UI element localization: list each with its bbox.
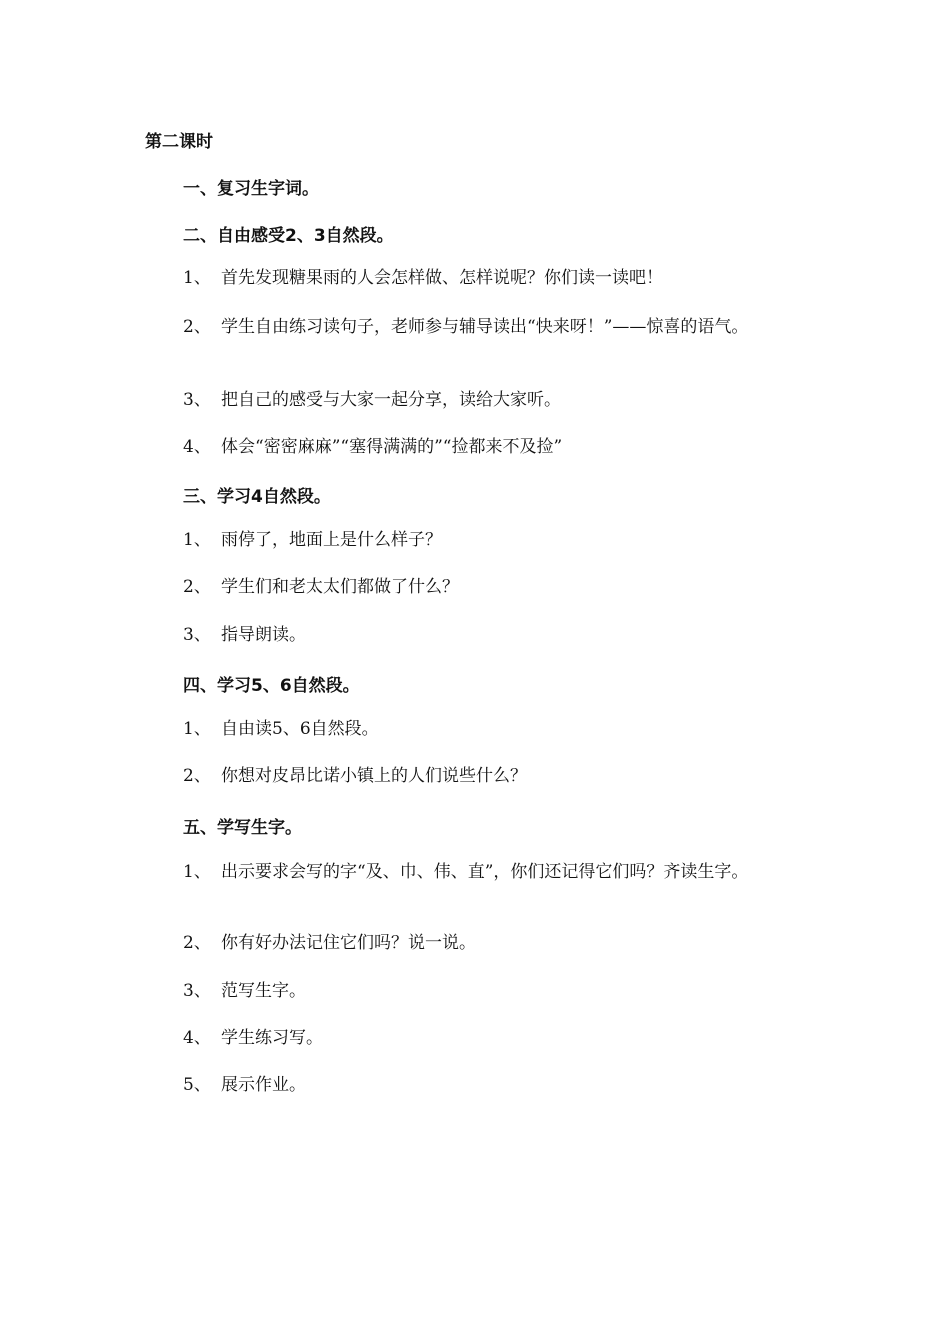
- list-item: [145, 434, 805, 460]
- list-item: [145, 387, 805, 413]
- section-heading-3: 三、学习4自然段。: [183, 487, 331, 507]
- item-text: 雨停了，地面上是什么样子？: [221, 530, 442, 550]
- item-text: 展示作业。: [221, 1075, 306, 1095]
- list-item: [145, 930, 805, 956]
- page-title: 第二课时: [145, 132, 213, 152]
- item-number: 4、: [183, 1028, 211, 1048]
- list-item: [145, 716, 805, 742]
- item-text: 指导朗读。: [221, 625, 306, 645]
- item-number: 5、: [183, 1075, 211, 1095]
- item-number: 2、: [183, 577, 211, 597]
- list-item: [145, 527, 805, 553]
- item-text: 学生自由练习读句子，老师参与辅导读出“快来呀！”——惊喜的语气。: [221, 317, 749, 337]
- item-text: 范写生字。: [221, 981, 306, 1001]
- item-number: 2、: [183, 933, 211, 953]
- list-item: [145, 622, 805, 648]
- item-number: 2、: [183, 317, 211, 337]
- list-item: [145, 265, 805, 291]
- section-heading-2: 二、自由感受2、3自然段。: [183, 226, 394, 246]
- item-text: 你有好办法记住它们吗？说一说。: [221, 933, 476, 953]
- list-item: [145, 574, 805, 600]
- section-heading-4: 四、学习5、6自然段。: [183, 676, 360, 696]
- list-item: [145, 763, 805, 789]
- item-number: 1、: [183, 862, 211, 882]
- item-text: 首先发现糖果雨的人会怎样做、怎样说呢？你们读一读吧！: [221, 268, 663, 288]
- list-item: [145, 978, 805, 1004]
- item-number: 1、: [183, 530, 211, 550]
- list-item: [145, 1025, 805, 1051]
- item-number: 1、: [183, 268, 211, 288]
- item-text: 学生练习写。: [221, 1028, 323, 1048]
- item-text: 你想对皮昂比诺小镇上的人们说些什么？: [221, 766, 527, 786]
- item-text: 把自己的感受与大家一起分享，读给大家听。: [221, 390, 561, 410]
- item-number: 3、: [183, 625, 211, 645]
- item-text: 体会“密密麻麻”“塞得满满的”“捡都来不及捡”: [221, 437, 563, 457]
- item-number: 3、: [183, 981, 211, 1001]
- item-text: 学生们和老太太们都做了什么？: [221, 577, 459, 597]
- item-number: 1、: [183, 719, 211, 739]
- list-item: [145, 314, 805, 340]
- item-text: 自由读5、6自然段。: [221, 719, 379, 739]
- item-text: 出示要求会写的字“及、巾、伟、直”，你们还记得它们吗？齐读生字。: [221, 862, 749, 882]
- list-item: [145, 1072, 805, 1098]
- item-number: 4、: [183, 437, 211, 457]
- section-heading-5: 五、学写生字。: [183, 818, 302, 838]
- list-item: [145, 859, 805, 885]
- item-number: 2、: [183, 766, 211, 786]
- item-number: 3、: [183, 390, 211, 410]
- section-heading-1: 一、复习生字词。: [183, 179, 319, 199]
